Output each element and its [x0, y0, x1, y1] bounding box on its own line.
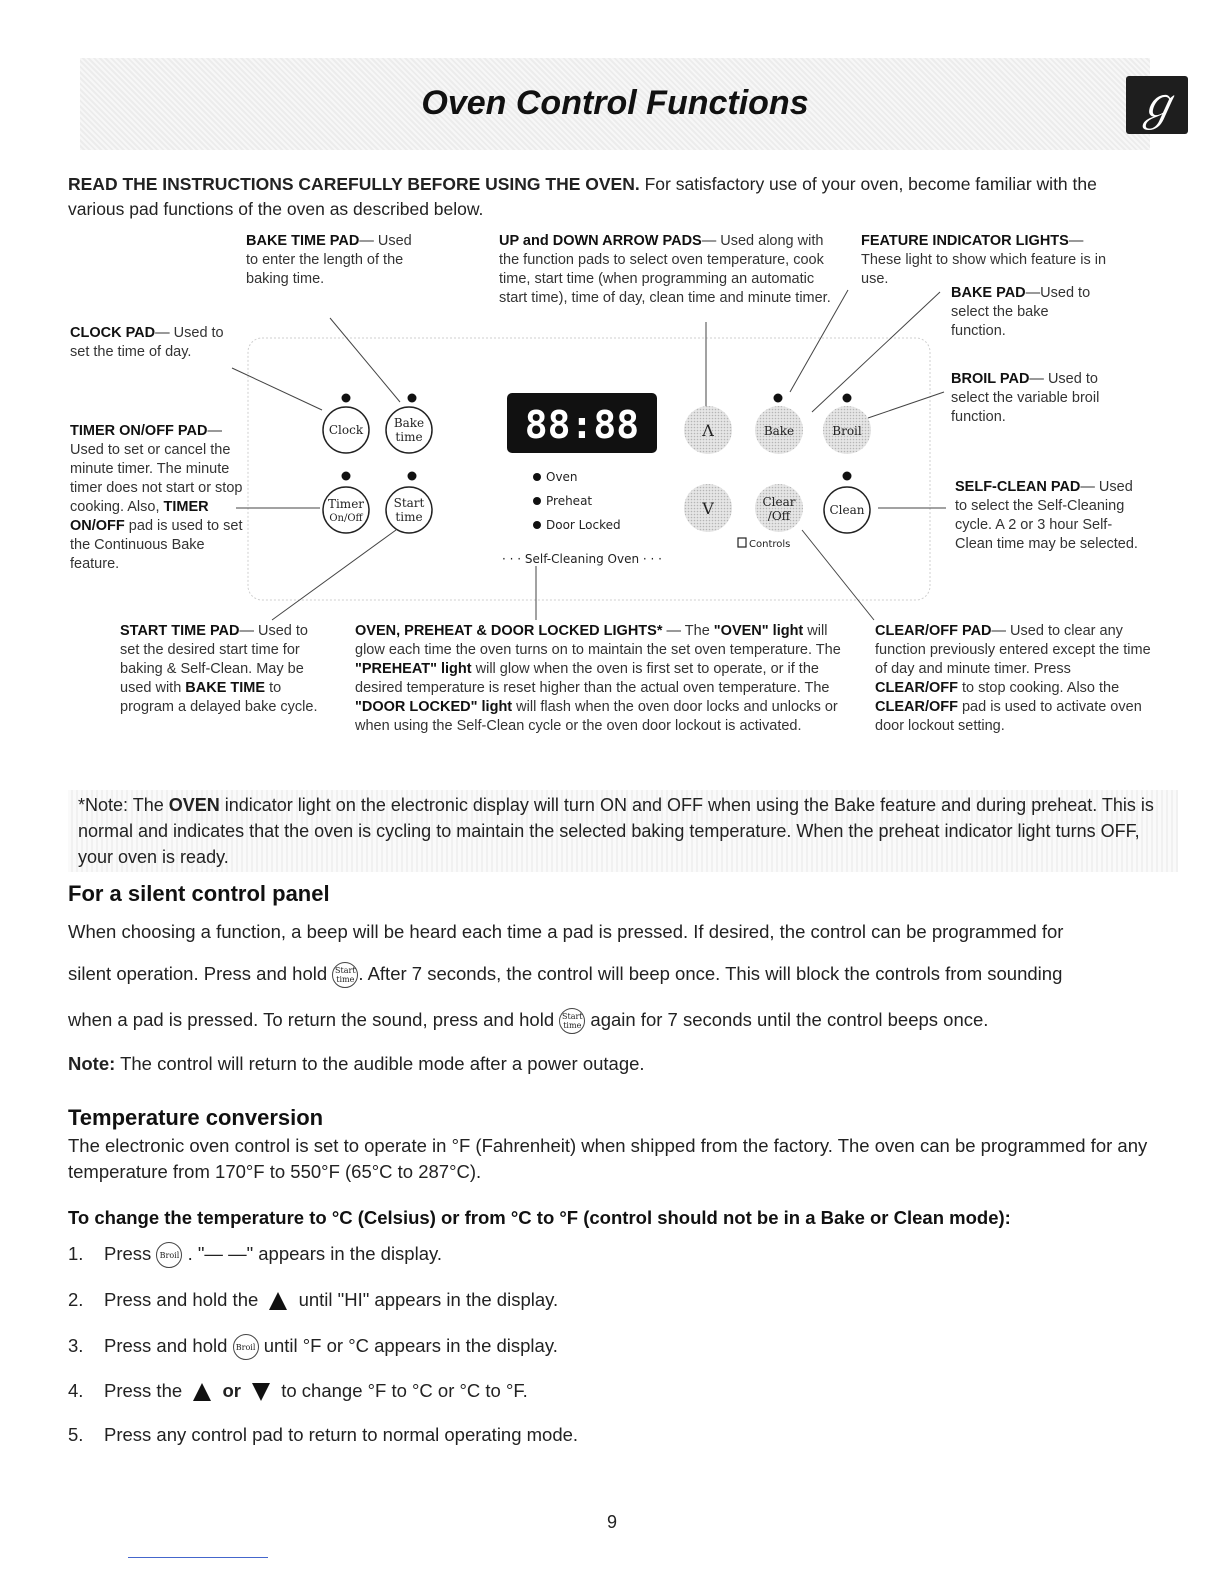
start-pad-label-1: Start	[393, 496, 425, 510]
bake-time-pad-label-1: Bake	[393, 416, 425, 430]
self-clean-annotation: SELF-CLEAN PAD— Used to select the Self-Cleaning cycle. A 2 or 3 hour Self-Clean time may be selected.	[955, 479, 1138, 552]
clear-pad-label-2: /Off	[767, 509, 791, 523]
clock-annotation: CLOCK PAD— Used to set the time of day.	[70, 325, 224, 360]
lights-annotation: OVEN, PREHEAT & DOOR LOCKED LIGHTS* — The "OVEN" light will glow each time the oven turns on to maintain the set oven temperature. The "PREHEAT" light will glow when the oven is first set to operate, or if the desired temperature is reset higher than the actual oven temperature. The "DOOR LOCKED" light will flash when the oven door locks and unlocks or when using the Self-Clean cycle or the oven door lockout is activated.	[355, 623, 841, 734]
bake-pad-label: Bake	[763, 424, 795, 438]
start-time-annotation: START TIME PAD— Used to set the desired start time for baking & Self-Clean. May be used with BAKE TIME to program a delayed bake cycle.	[120, 623, 318, 715]
step-1: 1. Press Broil . "— —" appears in the display.	[68, 1241, 442, 1268]
oven-light-label: Oven	[546, 470, 578, 484]
clear-off-annotation: CLEAR/OFF PAD— Used to clear any function previously entered except the time of day and minute timer. Press CLEAR/OFF to stop cooking. Also the CLEAR/OFF pad is used to activate oven door lockout setting.	[875, 623, 1151, 734]
up-pad-label: Λ	[702, 421, 714, 440]
up-arrow-icon	[193, 1383, 211, 1401]
start-pad-label-2: time	[395, 510, 423, 524]
clean-pad-label: Clean	[829, 503, 865, 517]
audible-mode-note: Note: The control will return to the audible mode after a power outage.	[68, 1053, 645, 1074]
up-arrow-icon	[269, 1292, 287, 1310]
step-3: 3. Press and hold Broil until °F or °C appears in the display.	[68, 1333, 558, 1360]
lock-icon	[738, 538, 746, 547]
broil-pad-annotation: BROIL PAD— Used to select the variable broil function.	[951, 371, 1100, 425]
footer-rule	[128, 1557, 268, 1558]
down-arrow-icon	[252, 1383, 270, 1401]
feature-lights-annotation: FEATURE INDICATOR LIGHTS— These light to show which feature is in use.	[861, 233, 1107, 287]
page-title: Oven Control Functions	[421, 84, 809, 122]
silent-panel-p2: silent operation. Press and hold Start time . After 7 seconds, the control will beep once. This will block the controls from sounding	[68, 961, 1168, 988]
start-time-pad-icon: Start time	[332, 962, 358, 988]
broil-pad-icon: Broil	[233, 1334, 259, 1360]
step-5: 5. Press any control pad to return to normal operating mode.	[68, 1424, 579, 1445]
temperature-heading: Temperature conversion	[68, 1105, 324, 1130]
down-pad-label: V	[702, 499, 714, 518]
oven-indicator-note: *Note: The OVEN indicator light on the electronic display will turn ON and OFF when using the Bake feature and during preheat. This is normal and indicates that the oven is cycling to maintain the selected baking temperature. When the preheat indicator light turns OFF, your oven is ready.	[68, 790, 1178, 872]
timer-pad-label-1: Timer	[327, 497, 365, 511]
controls-lock-label: Controls	[749, 539, 791, 550]
silent-panel-heading: For a silent control panel	[68, 881, 330, 906]
arrow-pads-annotation: UP and DOWN ARROW PADS— Used along with the function pads to select oven temperature, cook time, start time (when programming an automatic start time), time of day, clean time and minute timer.	[499, 233, 831, 306]
self-cleaning-label: · · · Self-Cleaning Oven · · ·	[502, 552, 662, 566]
oven-manual-icon: ℊ	[1126, 76, 1188, 134]
silent-panel-p3: when a pad is pressed. To return the sound, press and hold Start time again for 7 seconds until the control beeps once.	[68, 1007, 1158, 1034]
bake-time-annotation: BAKE TIME PAD— Used to enter the length of the baking time.	[246, 233, 412, 287]
preheat-light-label: Preheat	[546, 494, 593, 508]
step-2: 2. Press and hold the until "HI" appears in the display.	[68, 1289, 559, 1310]
broil-pad-label: Broil	[832, 424, 862, 438]
timer-pad-label-2: On/Off	[329, 513, 363, 524]
bake-time-pad-label-2: time	[395, 430, 423, 444]
clear-pad-label-1: Clear	[762, 495, 796, 509]
step-4: 4. Press the or to change °F to °C or °C to °F.	[68, 1380, 528, 1401]
clock-pad-label: Clock	[328, 423, 364, 437]
bake-pad-annotation: BAKE PAD—Used to select the bake function.	[951, 285, 1091, 339]
display-readout: 88:88	[524, 403, 640, 447]
start-time-pad-icon: Start time	[559, 1008, 585, 1034]
intro-paragraph: READ THE INSTRUCTIONS CAREFULLY BEFORE USING THE OVEN. For satisfactory use of your oven, become familiar with the various pad functions of the oven as described below.	[68, 174, 1097, 219]
temperature-subheading: To change the temperature to °C (Celsius) or from °C to °F (control should not be in a Bake or Clean mode):	[68, 1207, 1011, 1228]
temperature-paragraph: The electronic oven control is set to operate in °F (Fahrenheit) when shipped from the factory. The oven can be programmed for any temperature from 170°F to 550°F (65°C to 287°C).	[68, 1135, 1148, 1182]
control-panel-diagram	[0, 0, 1224, 780]
door-locked-light-label: Door Locked	[546, 518, 621, 532]
page-number: 9	[606, 1512, 617, 1532]
silent-panel-p1: When choosing a function, a beep will be heard each time a pad is pressed. If desired, the control can be programmed for	[68, 921, 1064, 942]
broil-pad-icon: Broil	[156, 1242, 182, 1268]
timer-annotation: TIMER ON/OFF PAD— Used to set or cancel the minute timer. The minute timer does not start or stop cooking. Also, TIMER ON/OFF pad is used to set the Continuous Bake feature.	[70, 423, 243, 572]
